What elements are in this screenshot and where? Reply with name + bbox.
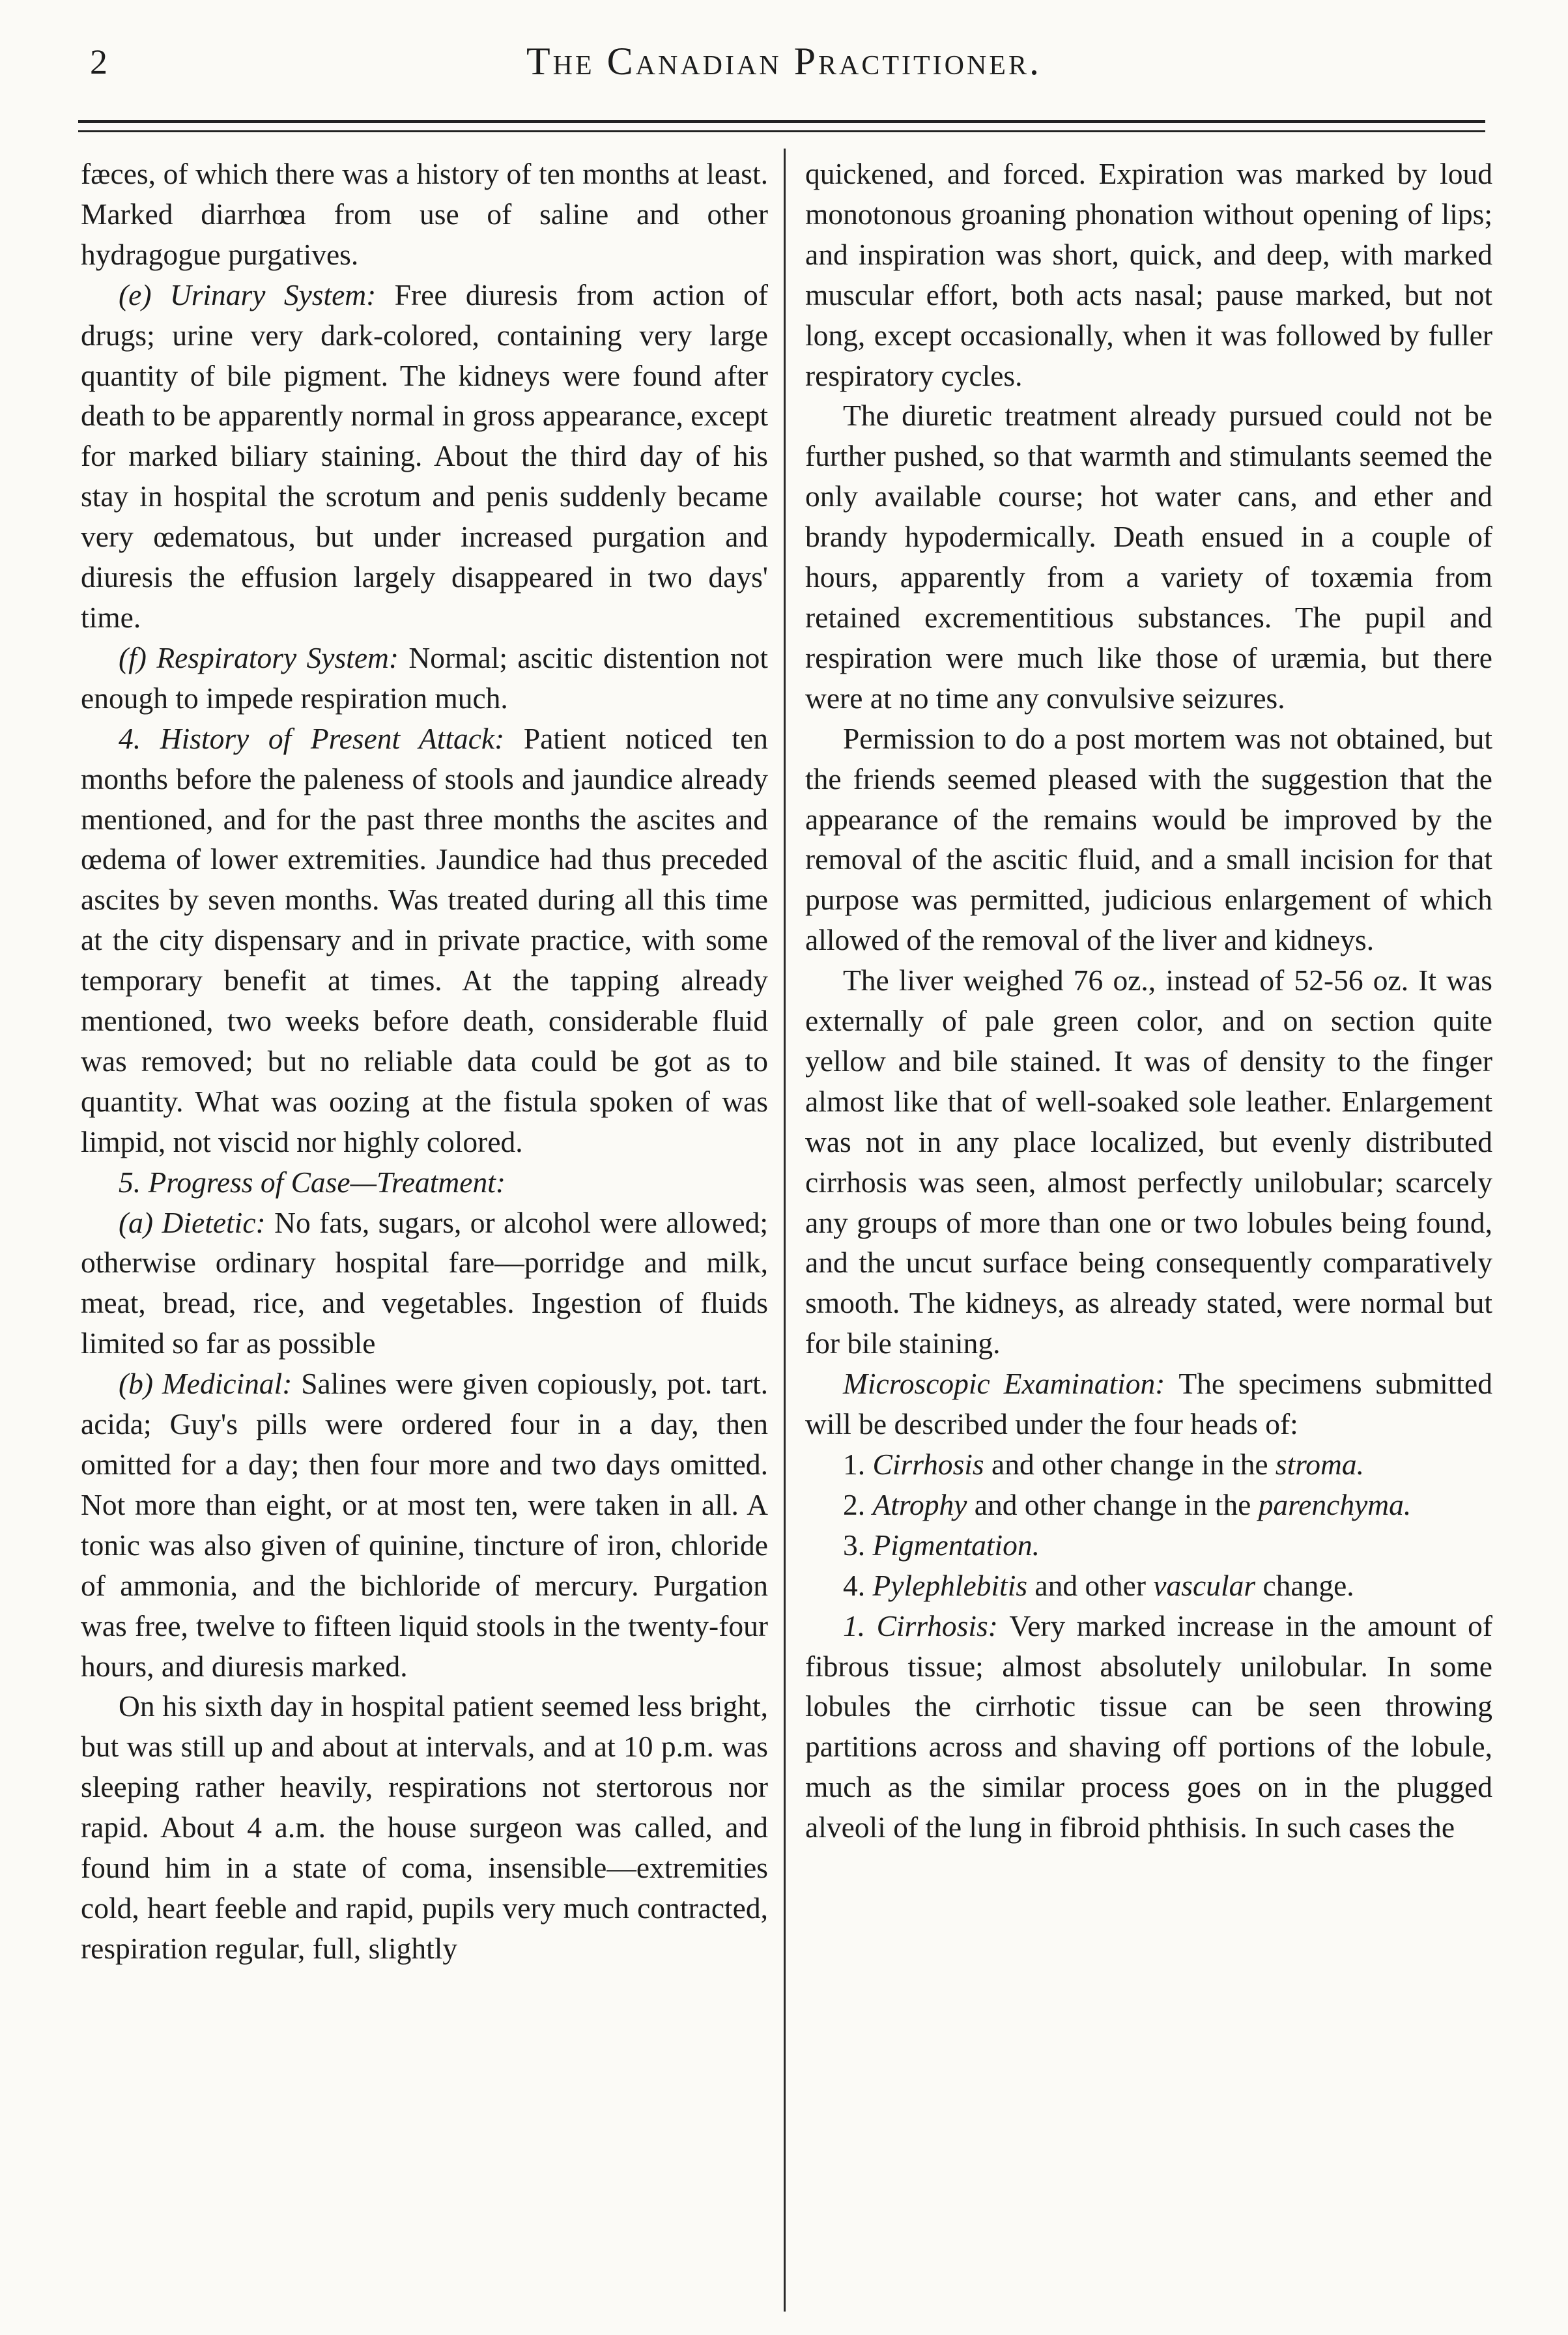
list-item: 2. Atrophy and other change in the parenchyma. [843,1487,1412,1521]
paragraph: The liver weighed 76 oz., instead of 52-56 oz. It was externally of pale green color, and on section quite yellow and bile stained. It was of density to the finger almost like that of well-soaked sole leather. Enlargement was not in any place localized, but evenly distributed cirrhosis was seen, almost perfectly unilobular; scarcely any groups of more than one or two lobules being found, and the uncut surface being consequently comparatively smooth. The kidneys, as already stated, were normal but for bile staining. [805,964,1492,1360]
paragraph: 4. History of Present Attack: Patient noticed ten months before the paleness of stools and jaundice already mentioned, and for the past three months the ascites and œdema of lower extremities. Jaundice had thus preceded ascites by seven months. Was treated during all this time at the city dispensary and in private practice, with some temporary benefit at times. At the tapping already mentioned, two weeks before death, considerable fluid was removed; but no reliable data could be got as to quantity. What was oozing at the fistula spoken of was limpid, not viscid nor highly colored. [81,721,768,1158]
paragraph-lead: 1. Cirrhosis: [843,1609,1010,1642]
paragraph: quickened, and forced. Expiration was marked by loud monotonous groaning phonation without opening of lips; and inspiration was short, quick, and deep, with marked muscular effort, both acts nasal; pause marked, but not long, except occasionally, when it was followed by fuller respiratory cycles. [805,157,1492,392]
list-item: 1. Cirrhosis and other change in the stroma. [843,1448,1364,1481]
paragraph-lead: 4. History of Present Attack: [119,721,524,755]
paragraph: (e) Urinary System: Free diuresis from action of drugs; urine very dark-colored, containing very large quantity of bile pigment. The kidneys were found after death to be apparently normal in gross appearance, except for marked biliary staining. About the third day of his stay in hospital the scrotum and penis suddenly became very œdematous, but under increased purgation and diuresis the effusion largely disappeared in two days' time. [81,278,768,634]
list-item: 4. Pylephlebitis and other vascular change. [843,1568,1354,1602]
header-rule-top [78,120,1485,123]
left-column [81,154,768,2323]
paragraph: Permission to do a post mortem was not obtained, but the friends seemed pleased with the suggestion that the appearance of the remains would be improved by the removal of the ascitic fluid, and a small incision for that purpose was permitted, judicious enlargement of which allowed of the removal of the liver and kidneys. [805,721,1492,957]
page-number: 2 [90,42,107,81]
column-divider [784,149,786,2312]
paragraph-lead: (f) Respiratory System: [119,640,409,674]
paragraph-lead: (b) Medicinal: [119,1367,302,1401]
paragraph: 1. Cirrhosis: Very marked increase in the amount of fibrous tissue; almost absolutely unilobular. In some lobules the cirrhotic tissue can be seen throwing partitions across and shaving off portions of the lobule, much as the similar process goes on in the plugged alveoli of the lung in fibroid phthisis. In such cases the [805,1609,1492,1844]
paragraph: (a) Dietetic: No fats, sugars, or alcohol were allowed; otherwise ordinary hospital fare—porridge and milk, meat, bread, rice, and vegetables. Ingestion of fluids limited so far as possible [81,1205,768,1360]
paragraph: The diuretic treatment already pursued could not be further pushed, so that warmth and stimulants seemed the only available course; hot water cans, and ether and brandy hypodermically. Death ensued in a couple of hours, apparently from a variety of toxæmia from retained excrementitious substances. The pupil and respiration were much like those of uræmia, but there were at no time any convulsive seizures. [805,399,1492,715]
paragraph: (f) Respiratory System: Normal; ascitic distention not enough to impede respiration much. [81,640,768,715]
paragraph: fæces, of which there was a history of ten months at least. Marked diarrhœa from use of saline and other hydragogue purgatives. [81,157,768,271]
paragraph-lead: (a) Dietetic: [119,1205,275,1239]
paragraph: Microscopic Examination: The specimens submitted will be described under the four heads of: [805,1367,1492,1441]
section-heading [81,1162,768,1203]
paragraph-lead: Microscopic Examination: [843,1367,1179,1401]
paragraph-lead: 5. Progress of Case—Treatment: [119,1165,506,1199]
paragraph: (b) Medicinal: Salines were given copiously, pot. tart. acida; Guy's pills were ordered four in a day, then omitted for a day; then four more and two days omitted. Not more than eight, or at most ten, were taken in all. A tonic was also given of quinine, tincture of iron, chloride of ammonia, and the bichloride of mercury. Purgation was free, twelve to fifteen liquid stools in the twenty-four hours, and diuresis marked. [81,1367,768,1683]
list-item: 3. Pigmentation. [843,1528,1040,1562]
paragraph: On his sixth day in hospital patient seemed less bright, but was still up and about at intervals, and at 10 p.m. was sleeping rather heavily, respirations not stertorous nor rapid. About 4 a.m. the house surgeon was called, and found him in a state of coma, insensible—extremities cold, heart feeble and rapid, pupils very much contracted, respiration regular, full, slightly [81,1689,768,1965]
header-rule-bottom [78,130,1485,132]
running-head-title: The Canadian Practitioner. [526,40,1042,83]
paragraph-lead: (e) Urinary System: [119,278,395,311]
right-column [805,154,1492,2323]
